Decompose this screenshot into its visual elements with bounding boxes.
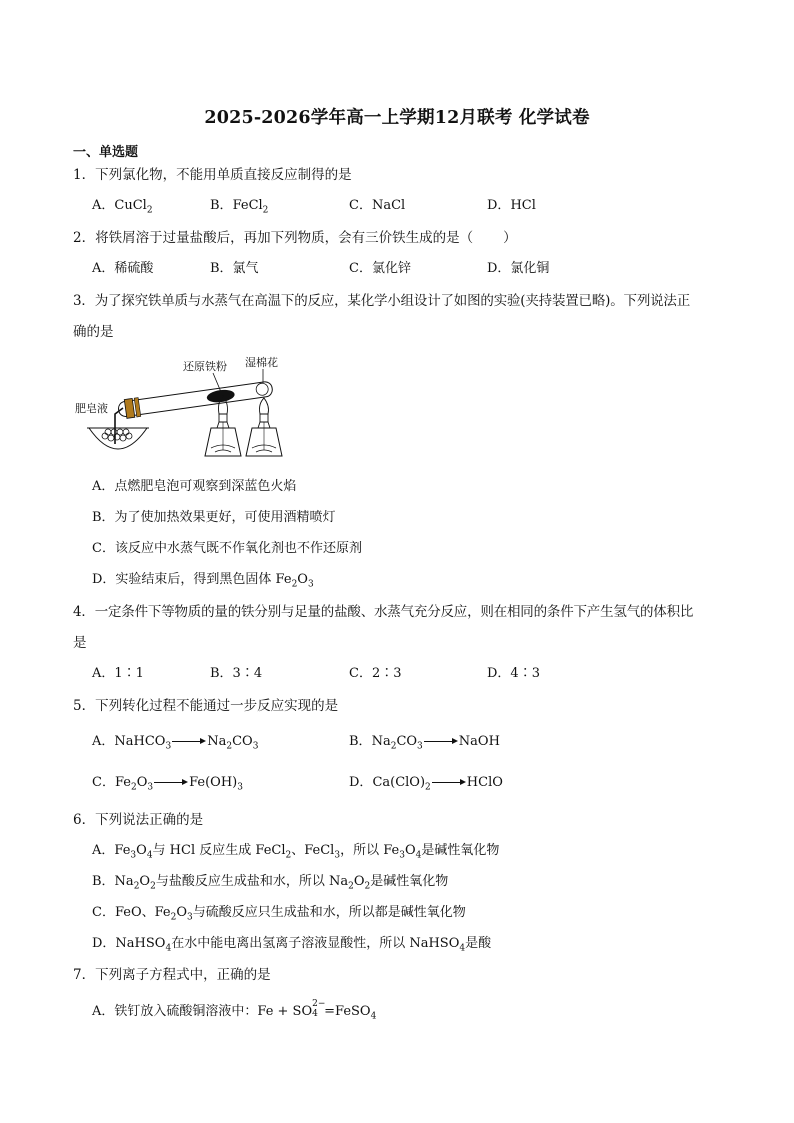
- q3-option-c: C．该反应中水蒸气既不作氧化剂也不作还原剂: [92, 541, 362, 556]
- arrow-icon: [424, 737, 458, 746]
- q6-option-c: C．FeO、$Fe_2O_3$与硫酸反应只生成盐和水，所以都是碱性氧化物: [92, 905, 466, 923]
- q4-option-d: D．4∶3: [487, 666, 540, 681]
- question-7-stem: 7．下列离子方程式中，正确的是: [73, 967, 271, 983]
- label-soap-solution: 肥皂液: [75, 402, 108, 415]
- q3-option-d: D．实验结束后，得到黑色固体 $Fe_2O_3$: [92, 572, 314, 590]
- question-4-stem-line1: 4．一定条件下等物质的量的铁分别与足量的盐酸、水蒸气充分反应，则在相同的条件下产生氢气的体积比: [73, 604, 694, 620]
- q4-option-a: A．1∶1: [92, 666, 144, 681]
- question-5-stem: 5．下列转化过程不能通过一步反应实现的是: [73, 698, 339, 714]
- section-heading: 一、单选题: [73, 145, 139, 160]
- q3-option-a: A．点燃肥皂泡可观察到深蓝色火焰: [92, 479, 297, 494]
- question-3-stem-line1: 3．为了探究铁单质与水蒸气在高温下的反应，某化学小组设计了如图的实验(夹持装置已略)。下列说法正: [73, 293, 691, 309]
- q2-option-c: C．氯化锌: [349, 261, 411, 276]
- q4-option-c: C．2∶3: [349, 666, 402, 681]
- q1-option-a: A．CuCl$_2$: [92, 198, 153, 216]
- q6-option-a: A．$Fe_3O_4$与 HCl 反应生成 FeCl$_2$、FeCl$_3$，所以 $Fe_3O_4$是碱性氧化物: [92, 843, 500, 861]
- q5-option-d: D．$Ca(ClO)_2$ HClO: [349, 775, 503, 793]
- q5-option-a: A．NaHCO$_3$ $Na_2CO_3$: [92, 734, 259, 752]
- question-1-stem: 1．下列氯化物，不能用单质直接反应制得的是: [73, 167, 352, 183]
- question-2-stem: 2．将铁屑溶于过量盐酸后，再加下列物质，会有三价铁生成的是（ ）: [73, 230, 517, 246]
- iron-steam-apparatus-figure: [73, 352, 303, 464]
- q5-option-c: C．$Fe_2O_3$ $Fe(OH)_3$: [92, 775, 243, 793]
- exam-title: 2025-2026学年高一上学期12月联考 化学试卷: [204, 108, 590, 128]
- question-3-stem-line2: 确的是: [73, 324, 114, 340]
- q1-option-d: D．HCl: [487, 198, 536, 213]
- q2-option-a: A．稀硫酸: [92, 261, 154, 276]
- q6-option-d: D．NaHSO$_4$在水中能电离出氢离子溶液显酸性，所以 NaHSO$_4$是酸: [92, 936, 492, 954]
- q1-option-b: B．FeCl$_2$: [210, 198, 269, 216]
- label-wet-cotton: 湿棉花: [245, 356, 278, 369]
- alcohol-lamp-2: [246, 398, 282, 456]
- test-tube: [117, 379, 273, 419]
- arrow-icon: [154, 778, 188, 787]
- q4-option-b: B．3∶4: [210, 666, 263, 681]
- q6-option-b: B．$Na_2O_2$与盐酸反应生成盐和水，所以 $Na_2O_2$是碱性氧化物: [92, 874, 449, 892]
- q2-option-b: B．氯气: [210, 261, 259, 276]
- question-6-stem: 6．下列说法正确的是: [73, 812, 204, 828]
- label-iron-powder: 还原铁粉: [183, 360, 227, 373]
- arrow-icon: [172, 737, 206, 746]
- q1-option-c: C．NaCl: [349, 198, 406, 213]
- q2-option-d: D．氯化铜: [487, 261, 550, 276]
- q5-option-b: B．$Na_2CO_3$ NaOH: [349, 734, 500, 752]
- question-4-stem-line2: 是: [73, 635, 87, 651]
- q7-option-a: A．铁钉放入硫酸铜溶液中：Fe + SO 2− 4 =FeSO$_4$: [92, 999, 377, 1022]
- arrow-icon: [432, 778, 466, 787]
- q3-option-b: B．为了使加热效果更好，可使用酒精喷灯: [92, 510, 336, 525]
